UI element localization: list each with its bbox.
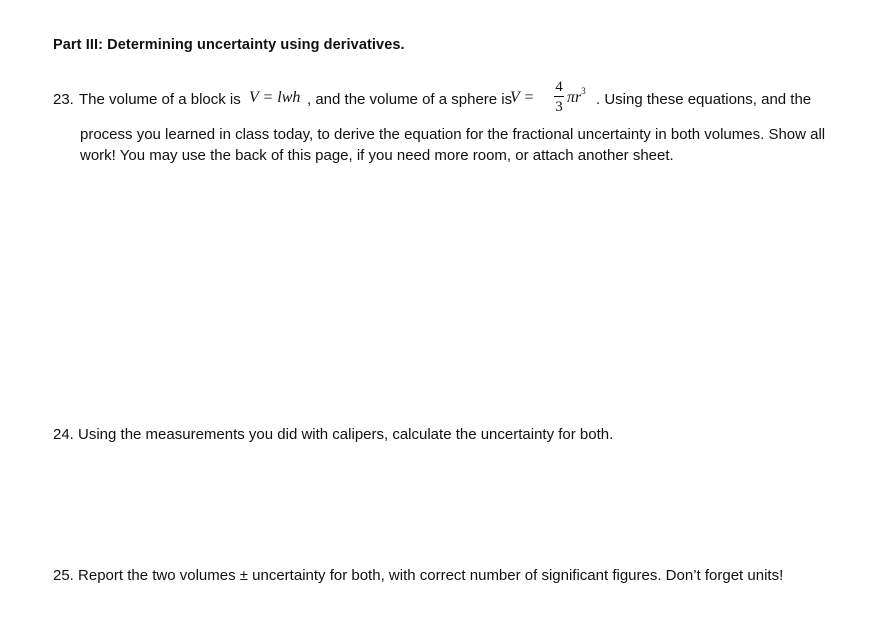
pi-r-term: πr [567, 89, 582, 106]
question-23-text-b: , and the volume of a sphere is [307, 91, 513, 108]
question-23-text-a: The volume of a block is [79, 91, 241, 108]
fraction-four-thirds [553, 78, 565, 115]
question-23 [53, 78, 843, 164]
sphere-equation-rhs [567, 86, 586, 107]
sphere-equation-lhs: V = [510, 89, 535, 106]
section-heading: Part III: Determining uncertainty using derivatives. [53, 37, 405, 53]
question-25: 25. Report the two volumes ± uncertainty for both, with correct number of significant figures. Don’t forget units! [53, 567, 784, 584]
question-number: 23. [53, 91, 74, 108]
question-23-first-line [53, 78, 843, 120]
question-23-text-c: . Using these equations, and the [596, 91, 812, 108]
block-volume-equation: V = lwh [249, 89, 301, 106]
fraction-numerator: 4 [555, 79, 563, 95]
question-24: 24. Using the measurements you did with calipers, calculate the uncertainty for both. [53, 426, 614, 443]
exponent: 3 [581, 86, 586, 96]
fraction-denominator: 3 [555, 99, 563, 115]
question-23-continuation: process you learned in class today, to derive the equation for the fractional uncertainty in both volumes. Show all work! You may use the back of this page, if you need more room, or attach another sheet. [80, 126, 826, 164]
